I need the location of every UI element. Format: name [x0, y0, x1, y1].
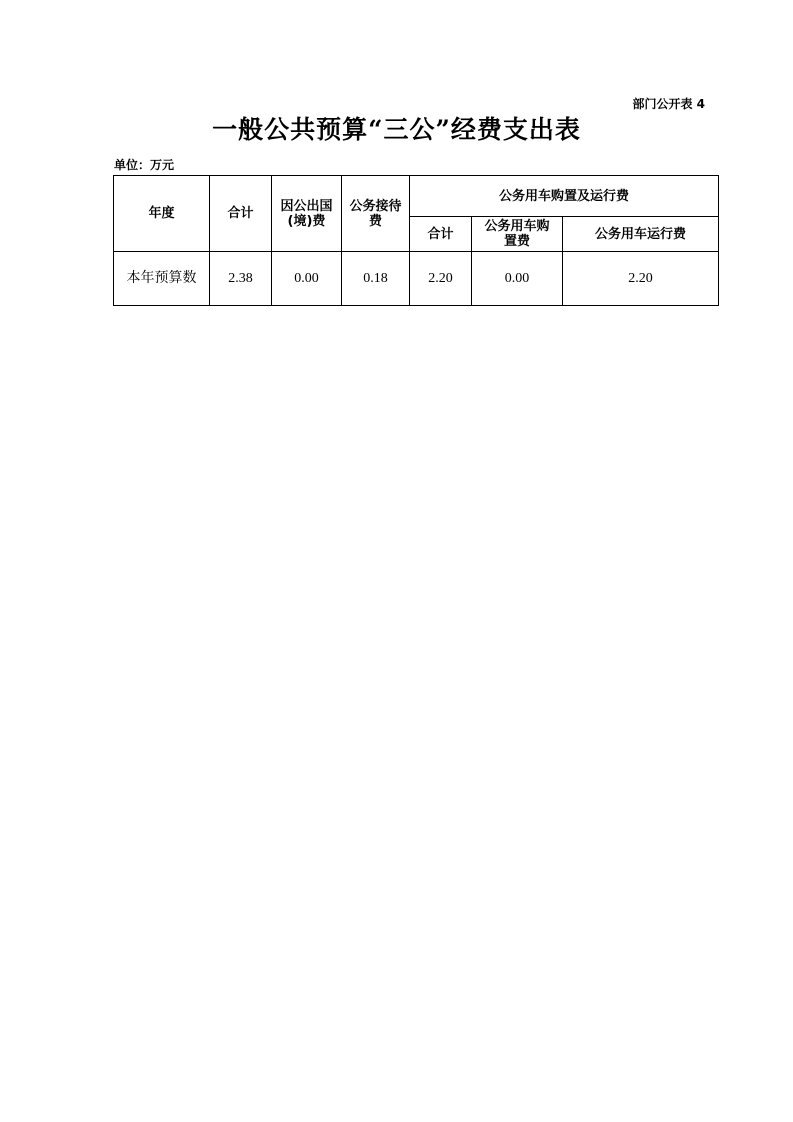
- header-vehicle-purchase: [472, 217, 563, 252]
- cell-total: 2.38: [210, 252, 272, 306]
- cell-vehicle-total: 2.20: [410, 252, 472, 306]
- unit-label: 单位：万元: [114, 158, 175, 172]
- header-official-reception: [342, 176, 410, 252]
- cell-vehicle-purchase: 0.00: [472, 252, 563, 306]
- header-vehicle-total: 合计: [410, 217, 472, 252]
- header-vehicle-operation: 公务用车运行费: [563, 217, 719, 252]
- cell-reception: 0.18: [342, 252, 410, 306]
- header-overseas-line1: 因公出国: [280, 198, 333, 214]
- header-overseas-line2: (境)费: [287, 213, 326, 229]
- header-vehicle-purchase-line1: 公务用车购: [484, 219, 550, 234]
- cell-overseas: 0.00: [272, 252, 342, 306]
- three-public-expenses-table: [113, 175, 719, 306]
- table-number-label: 部门公开表 4: [632, 97, 705, 111]
- header-reception-line1: 公务接待: [349, 198, 402, 214]
- page-title: 一般公共预算“三公”经费支出表: [212, 115, 581, 144]
- header-total: 合计: [210, 176, 272, 252]
- cell-year: 本年预算数: [114, 252, 210, 306]
- header-overseas-travel: [272, 176, 342, 252]
- header-vehicle-group: 公务用车购置及运行费: [410, 176, 719, 217]
- header-row-1: [114, 176, 719, 217]
- header-vehicle-purchase-line2: 置费: [503, 234, 530, 249]
- header-year: 年度: [114, 176, 210, 252]
- table-row: [114, 252, 719, 306]
- header-reception-line2: 费: [368, 213, 382, 229]
- cell-vehicle-operation: 2.20: [563, 252, 719, 306]
